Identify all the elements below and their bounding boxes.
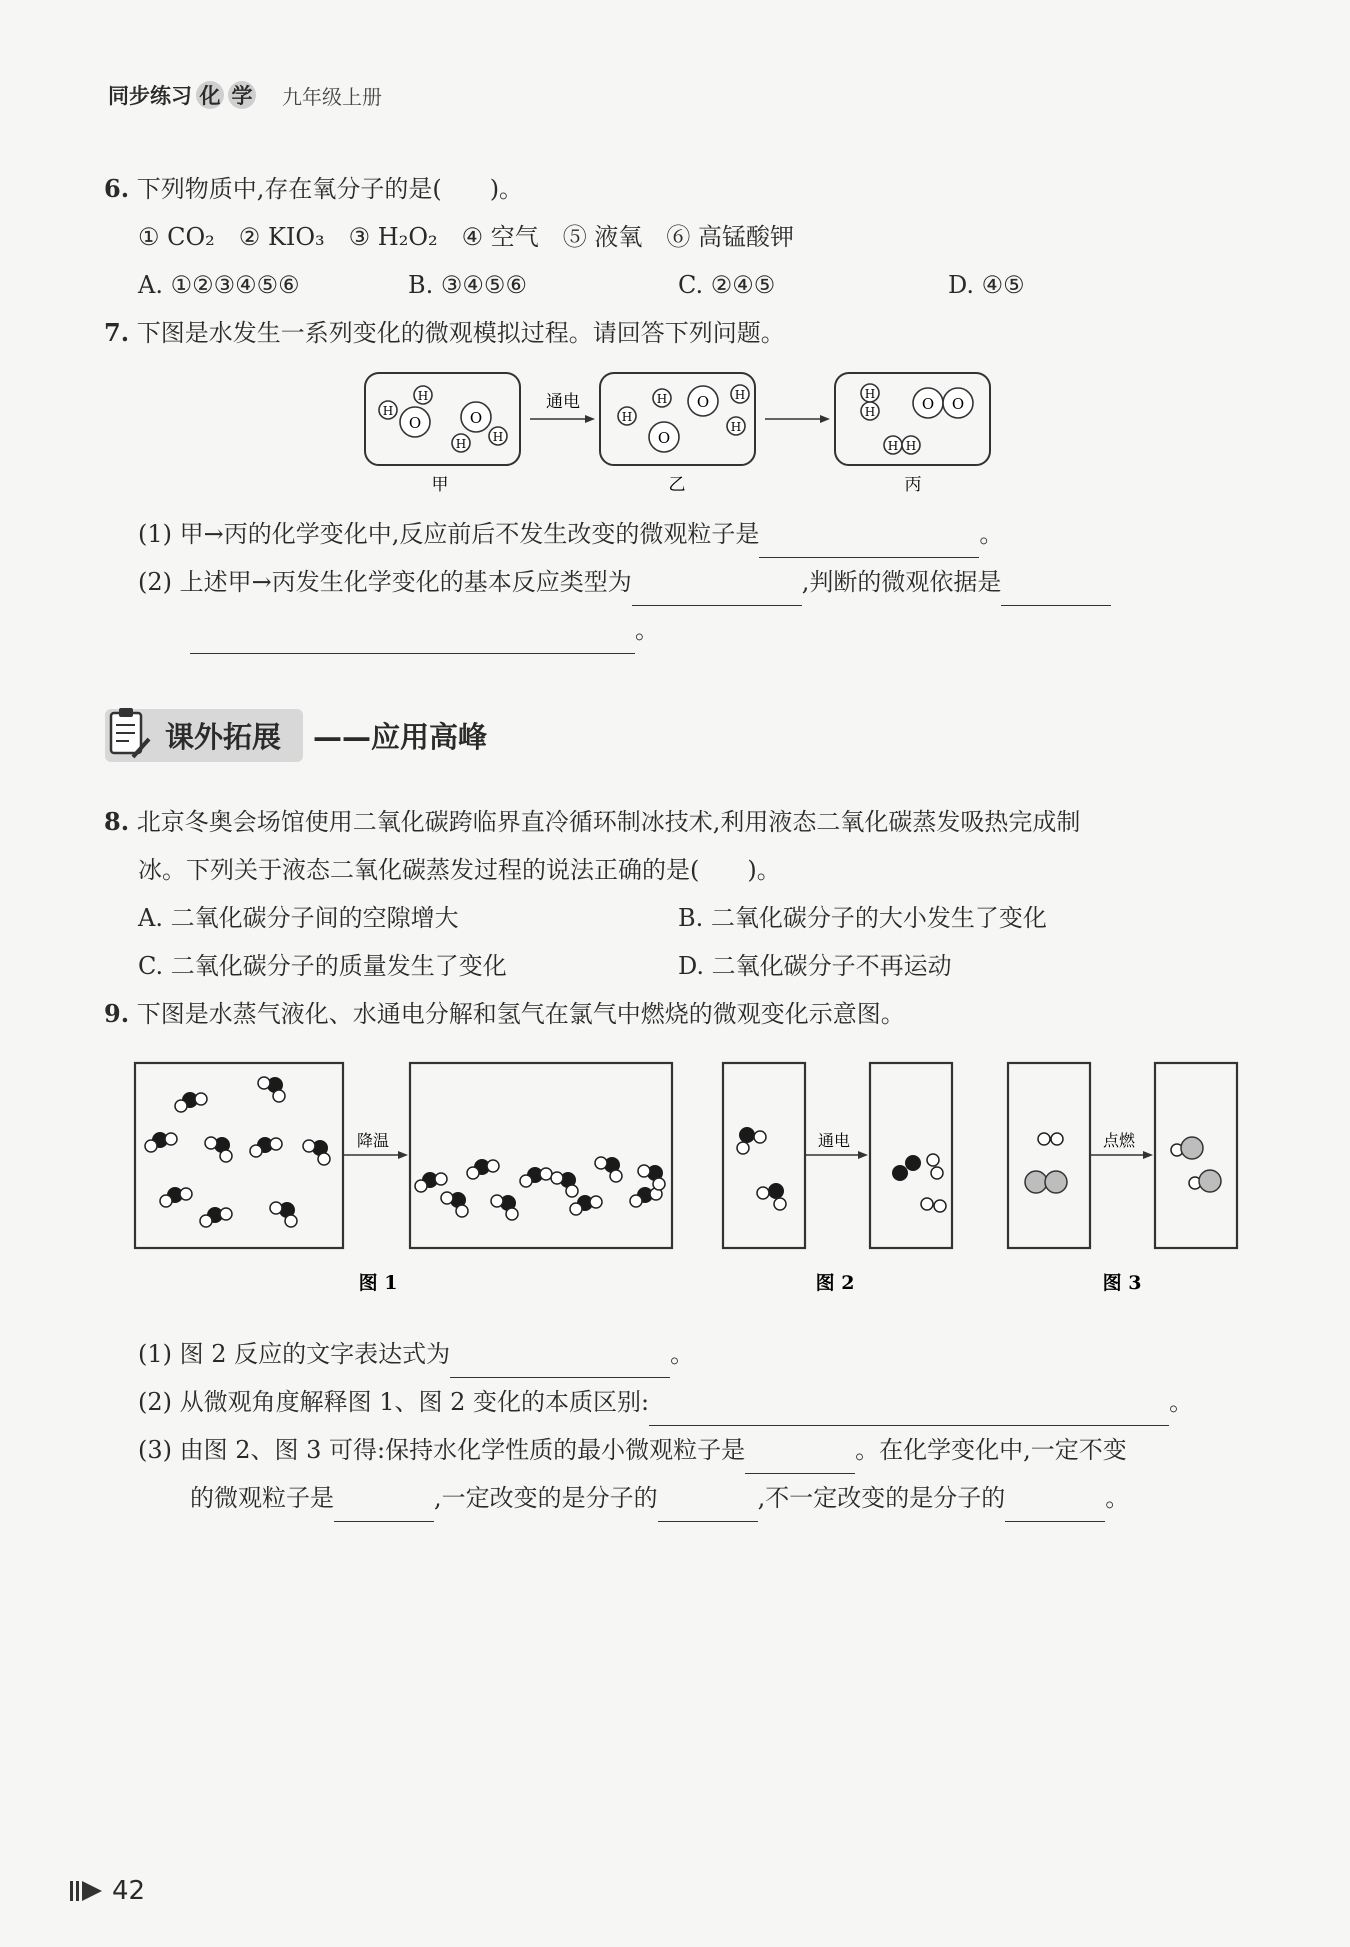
- grade-label: 九年级上册: [282, 84, 382, 109]
- section-subtitle: ——应用高峰: [313, 719, 488, 754]
- bing-molecules: [861, 384, 973, 454]
- question-7: [104, 309, 785, 357]
- jia-molecule-1: [379, 386, 432, 437]
- fig3-arrow-label: 点燃: [1102, 1131, 1136, 1150]
- fig1-label: 图 1: [358, 1272, 398, 1294]
- q6-items: ① CO₂ ② KIO₃ ③ H₂O₂ ④ 空气 ⑤ 液氧 ⑥ 高锰酸钾: [138, 223, 795, 251]
- q8-option-a: A. 二氧化碳分子间的空隙增大: [138, 904, 459, 932]
- page-number-text: 42: [112, 1876, 146, 1906]
- q9-sub2: (2) 从微观角度解释图 1、图 2 变化的本质区别: 。: [138, 1378, 1193, 1426]
- q9-figures: [130, 1055, 1240, 1305]
- svg-text:O: O: [408, 414, 422, 432]
- svg-text:O: O: [469, 409, 483, 427]
- svg-text:O: O: [657, 429, 671, 447]
- q8-number: 8.: [104, 807, 130, 836]
- subject-char-1: 化: [196, 81, 224, 109]
- arrow-1-label: 通电: [546, 392, 580, 412]
- answer-blank[interactable]: [190, 623, 635, 654]
- q7-stem: 下图是水发生一系列变化的微观模拟过程。请回答下列问题。: [136, 319, 785, 347]
- question-6: [104, 165, 523, 213]
- svg-text:H: H: [417, 389, 429, 403]
- q7-diagram: [355, 365, 1015, 500]
- q6-stem: 下列物质中,存在氧分子的是( )。: [136, 175, 524, 203]
- page-arrow-icon: [70, 1879, 104, 1903]
- q6-option-a: A. ①②③④⑤⑥: [138, 271, 300, 299]
- fig1-box-after: [410, 1063, 672, 1248]
- svg-text:H: H: [621, 410, 633, 424]
- section-tag: [105, 709, 303, 762]
- fig2-box-before: [723, 1063, 805, 1248]
- fig3-box-before: [1008, 1063, 1090, 1248]
- svg-text:H: H: [887, 439, 899, 453]
- q9-sub3: (3) 由图 2、图 3 可得:保持水化学性质的最小微观粒子是 。在化学变化中,一定不变: [138, 1426, 1127, 1474]
- jia-molecule-2: [452, 402, 507, 452]
- svg-text:O: O: [951, 395, 965, 413]
- clipboard-icon: [105, 705, 153, 763]
- q6-number: 6.: [104, 174, 130, 203]
- svg-text:H: H: [864, 405, 876, 419]
- svg-text:H: H: [905, 439, 917, 453]
- svg-text:H: H: [734, 388, 746, 402]
- answer-blank[interactable]: [1005, 1491, 1105, 1522]
- page-number: [70, 1876, 145, 1906]
- series-title: 同步练习: [108, 84, 192, 108]
- answer-blank[interactable]: [745, 1443, 855, 1474]
- question-8: [104, 798, 1080, 846]
- q9-number: 9.: [104, 999, 130, 1028]
- svg-text:H: H: [656, 392, 668, 406]
- fig3-label: 图 3: [1102, 1272, 1142, 1294]
- svg-text:H: H: [382, 404, 394, 418]
- answer-blank[interactable]: [658, 1491, 758, 1522]
- section-banner: [105, 710, 487, 760]
- question-9: [104, 990, 905, 1038]
- q6-option-b: B. ③④⑤⑥: [408, 271, 527, 299]
- q8-option-d: D. 二氧化碳分子不再运动: [678, 952, 952, 980]
- answer-blank[interactable]: [759, 527, 979, 558]
- answer-blank[interactable]: [450, 1347, 670, 1378]
- section-title: 课外拓展: [165, 719, 282, 754]
- answer-blank[interactable]: [649, 1395, 1169, 1426]
- svg-text:O: O: [696, 393, 710, 411]
- q8-option-b: B. 二氧化碳分子的大小发生了变化: [678, 904, 1047, 932]
- fig1-arrow-label: 降温: [356, 1131, 390, 1150]
- q6-option-d: D. ④⑤: [948, 271, 1025, 299]
- svg-text:H: H: [455, 437, 467, 451]
- page-header: [108, 80, 382, 110]
- svg-text:H: H: [730, 420, 742, 434]
- q7-sub1: (1) 甲→丙的化学变化中,反应前后不发生改变的微观粒子是 。: [138, 510, 1003, 558]
- answer-blank[interactable]: [334, 1491, 434, 1522]
- q6-option-c: C. ②④⑤: [678, 271, 776, 299]
- q8-option-c: C. 二氧化碳分子的质量发生了变化: [138, 952, 507, 980]
- subject-char-2: 学: [228, 81, 256, 109]
- svg-text:H: H: [492, 430, 504, 444]
- svg-text:H: H: [864, 387, 876, 401]
- fig2-label: 图 2: [815, 1272, 855, 1294]
- fig2-arrow-label: 通电: [817, 1131, 851, 1150]
- yi-atoms: [618, 385, 749, 452]
- q9-sub1: (1) 图 2 反应的文字表达式为 。: [138, 1330, 694, 1378]
- q9-stem: 下图是水蒸气液化、水通电分解和氢气在氯气中燃烧的微观变化示意图。: [136, 1000, 905, 1028]
- answer-blank[interactable]: [632, 575, 802, 606]
- q7-sub2: (2) 上述甲→丙发生化学变化的基本反应类型为 ,判断的微观依据是: [138, 558, 1111, 606]
- label-yi: 乙: [668, 475, 686, 495]
- fig1-box-before: [135, 1063, 343, 1248]
- label-jia: 甲: [431, 475, 449, 495]
- label-bing: 丙: [904, 475, 922, 495]
- q8-stem-line1: 北京冬奥会场馆使用二氧化碳跨临界直冷循环制冰技术,利用液态二氧化碳蒸发吸热完成制: [136, 808, 1081, 836]
- answer-blank[interactable]: [1001, 575, 1111, 606]
- svg-text:O: O: [921, 395, 935, 413]
- q8-stem-line2: 冰。下列关于液态二氧化碳蒸发过程的说法正确的是( )。: [138, 856, 781, 884]
- q7-sub2-cont: 。: [190, 606, 659, 654]
- q9-sub3-cont: 的微观粒子是 ,一定改变的是分子的 ,不一定改变的是分子的 。: [190, 1474, 1129, 1522]
- q7-number: 7.: [104, 318, 130, 347]
